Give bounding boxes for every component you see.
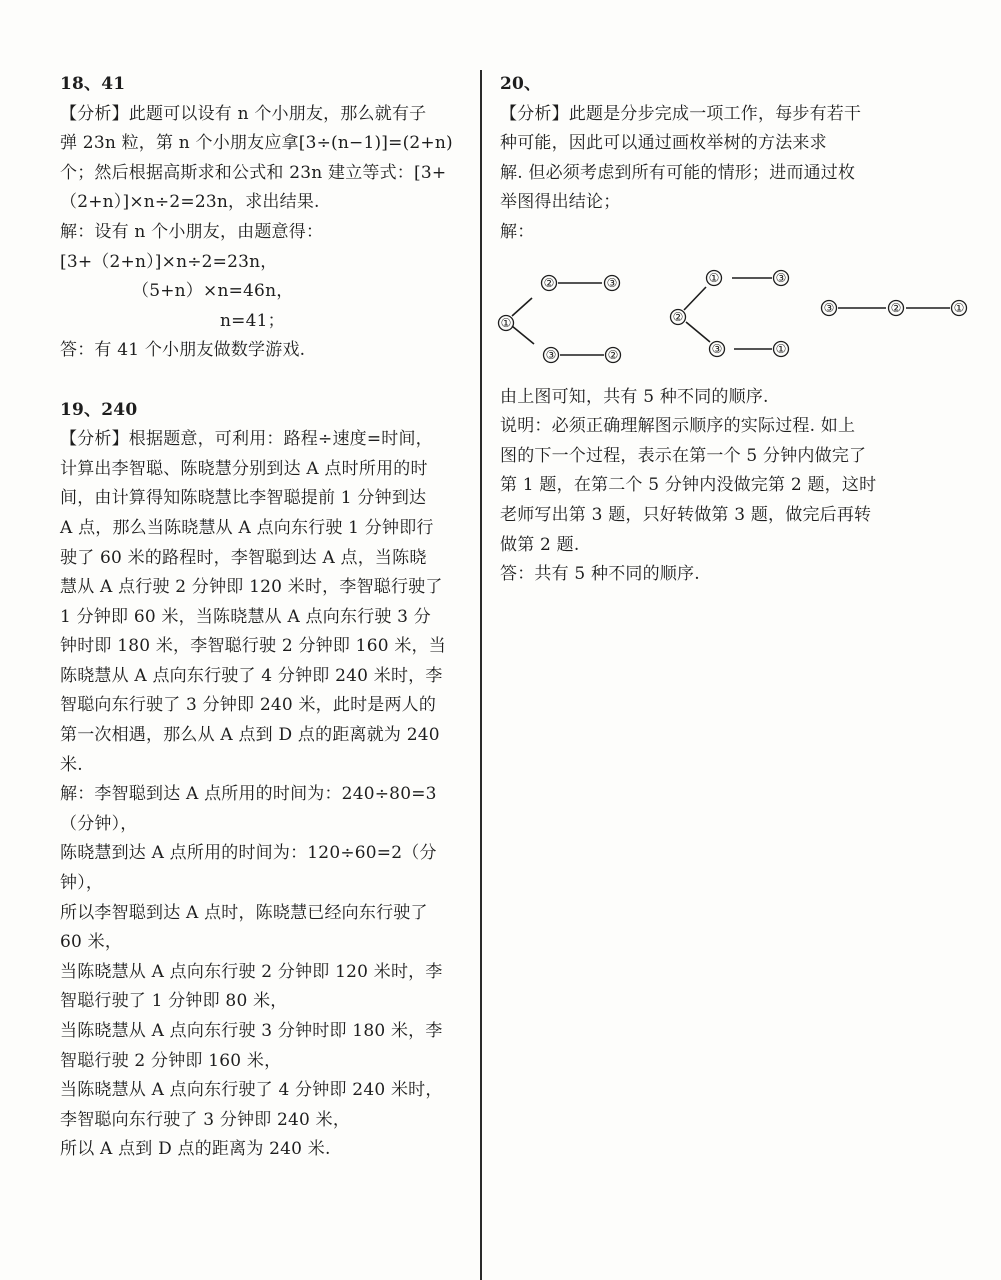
tree-node-label: ③ <box>545 347 557 362</box>
question-18-line: n=41； <box>220 310 285 331</box>
tree-node <box>707 270 722 285</box>
tree-node <box>822 300 837 315</box>
question-19-line: 1 分钟即 60 米，当陈晓慧从 A 点向东行驶 3 分 <box>60 606 431 627</box>
tree-node <box>606 347 621 362</box>
tree-node <box>774 270 789 285</box>
question-19-line: 钟）， <box>60 873 104 894</box>
question-19-line: 智聪行驶了 1 分钟即 80 米， <box>60 991 288 1012</box>
question-19-line: 慧从 A 点行驶 2 分钟即 120 米时，李智聪行驶了 <box>60 577 443 598</box>
tree-node-label: ③ <box>823 300 835 315</box>
question-19-line: 李智聪向东行驶了 3 分钟即 240 米， <box>60 1109 351 1130</box>
question-20-line: 解. 但必须考虑到所有可能的情形；进而通过枚 <box>500 162 856 183</box>
question-19-line: 60 米， <box>60 932 123 953</box>
tree-edge <box>684 287 706 310</box>
tree-node <box>671 309 686 324</box>
question-19-line: 米. <box>60 754 83 775</box>
question-19 <box>60 396 470 1165</box>
question-20-line: 解： <box>500 221 535 242</box>
tree-node <box>710 341 725 356</box>
question-19-line: 当陈晓慧从 A 点向东行驶 3 分钟时即 180 米，李 <box>60 1021 443 1041</box>
tree-edge <box>512 298 532 316</box>
tree-node-label: ② <box>543 275 555 290</box>
tree-node-label: ① <box>775 341 787 356</box>
tree-node-label: ② <box>607 347 619 362</box>
question-19-line: 陈晓慧到达 A 点所用的时间为：120÷60=2（分 <box>60 843 437 864</box>
question-20-line: 做第 2 题. <box>500 534 580 555</box>
question-18-line: 解：设有 n 个小朋友，由题意得： <box>60 221 324 242</box>
question-18-line: 【分析】此题可以设有 n 个小朋友，那么就有子 <box>60 103 427 124</box>
question-18-line: 弹 23n 粒，第 n 个小朋友应拿[3÷(n−1)]=(2+n) <box>60 133 453 154</box>
enumeration-tree-diagrams <box>496 248 976 383</box>
tree-node <box>542 275 557 290</box>
tree-node <box>499 315 514 330</box>
question-18 <box>60 70 470 366</box>
left-column <box>60 70 470 1165</box>
tree-3 <box>822 300 967 315</box>
question-18-line: 答：有 41 个小朋友做数学游戏. <box>60 340 306 361</box>
question-18-heading: 18、41 <box>60 74 126 94</box>
question-20 <box>500 70 965 590</box>
question-20-line: 举图得出结论； <box>500 192 621 213</box>
question-19-line: A 点，那么当陈晓慧从 A 点向东行驶 1 分钟即行 <box>60 517 434 538</box>
question-19-line: 钟时即 180 米，李智聪行驶 2 分钟即 160 米，当 <box>60 636 446 657</box>
question-18-line: （5+n）×n=46n， <box>132 281 294 302</box>
right-column <box>500 70 965 590</box>
question-19-line: 第一次相遇，那么从 A 点到 D 点的距离就为 240 <box>60 725 440 746</box>
tree-node <box>952 300 967 315</box>
tree-node-label: ① <box>500 315 512 330</box>
tree-edge <box>512 326 534 344</box>
question-20-line: 图的下一个过程，表示在第一个 5 分钟内做完了 <box>500 445 867 466</box>
question-20-line: 【分析】此题是分步完成一项工作，每步有若干 <box>500 103 862 124</box>
question-19-line: 陈晓慧从 A 点向东行驶了 4 分钟即 240 米时，李 <box>60 665 443 686</box>
question-19-line: 计算出李智聪、陈晓慧分别到达 A 点时所用的时 <box>60 458 428 479</box>
question-19-line: （分钟）， <box>60 813 138 834</box>
tree-1 <box>499 275 621 362</box>
question-18-line: 个；然后根据高斯求和公式和 23n 建立等式：[3+ <box>60 162 447 183</box>
question-19-heading: 19、240 <box>60 399 138 420</box>
question-20-line: 由上图可知，共有 5 种不同的顺序. <box>500 386 769 407</box>
tree-node <box>605 275 620 290</box>
question-20-heading: 20、 <box>500 74 542 94</box>
tree-2 <box>671 270 789 356</box>
question-19-line: 智聪行驶 2 分钟即 160 米， <box>60 1050 282 1071</box>
question-19-line: 【分析】根据题意，可利用：路程÷速度=时间， <box>60 429 433 450</box>
question-18-line: [3+（2+n）]×n÷2=23n， <box>60 251 278 272</box>
tree-node-label: ② <box>890 300 902 315</box>
question-19-line: 智聪向东行驶了 3 分钟即 240 米，此时是两人的 <box>60 695 437 716</box>
question-19-line: 间，由计算得知陈晓慧比李智聪提前 1 分钟到达 <box>60 488 427 509</box>
tree-node-label: ③ <box>775 270 787 285</box>
question-19-line: 当陈晓慧从 A 点向东行驶 2 分钟即 120 米时，李 <box>60 961 443 982</box>
question-20-line: 答：共有 5 种不同的顺序. <box>500 564 700 585</box>
question-19-line: 当陈晓慧从 A 点向东行驶了 4 分钟即 240 米时， <box>60 1080 443 1101</box>
question-20-line: 第 1 题，在第二个 5 分钟内没做完第 2 题，这时 <box>500 475 877 496</box>
question-19-line: 所以李智聪到达 A 点时，陈晓慧已经向东行驶了 <box>60 902 428 923</box>
tree-node <box>889 300 904 315</box>
tree-node-label: ② <box>672 309 684 324</box>
question-19-line: 驶了 60 米的路程时，李智聪到达 A 点，当陈晓 <box>60 547 427 568</box>
question-20-line: 种可能，因此可以通过画枚举树的方法来求 <box>500 133 827 154</box>
question-19-line: 所以 A 点到 D 点的距离为 240 米. <box>60 1139 331 1160</box>
enumeration-tree-svg <box>496 248 976 383</box>
question-18-line: （2+n）]×n÷2=23n，求出结果. <box>60 192 320 213</box>
tree-edge <box>686 322 710 342</box>
tree-node-label: ③ <box>711 341 723 356</box>
question-20-line: 老师写出第 3 题，只好转做第 3 题，做完后再转 <box>500 504 872 525</box>
tree-node <box>544 347 559 362</box>
tree-node-label: ① <box>953 300 965 315</box>
tree-node-label: ③ <box>606 275 618 290</box>
tree-node-label: ① <box>708 270 720 285</box>
column-divider <box>480 70 482 1280</box>
question-19-line: 解：李智聪到达 A 点所用的时间为：240÷80=3 <box>60 784 437 805</box>
question-20-line: 说明：必须正确理解图示顺序的实际过程. 如上 <box>500 416 856 437</box>
tree-node <box>774 341 789 356</box>
